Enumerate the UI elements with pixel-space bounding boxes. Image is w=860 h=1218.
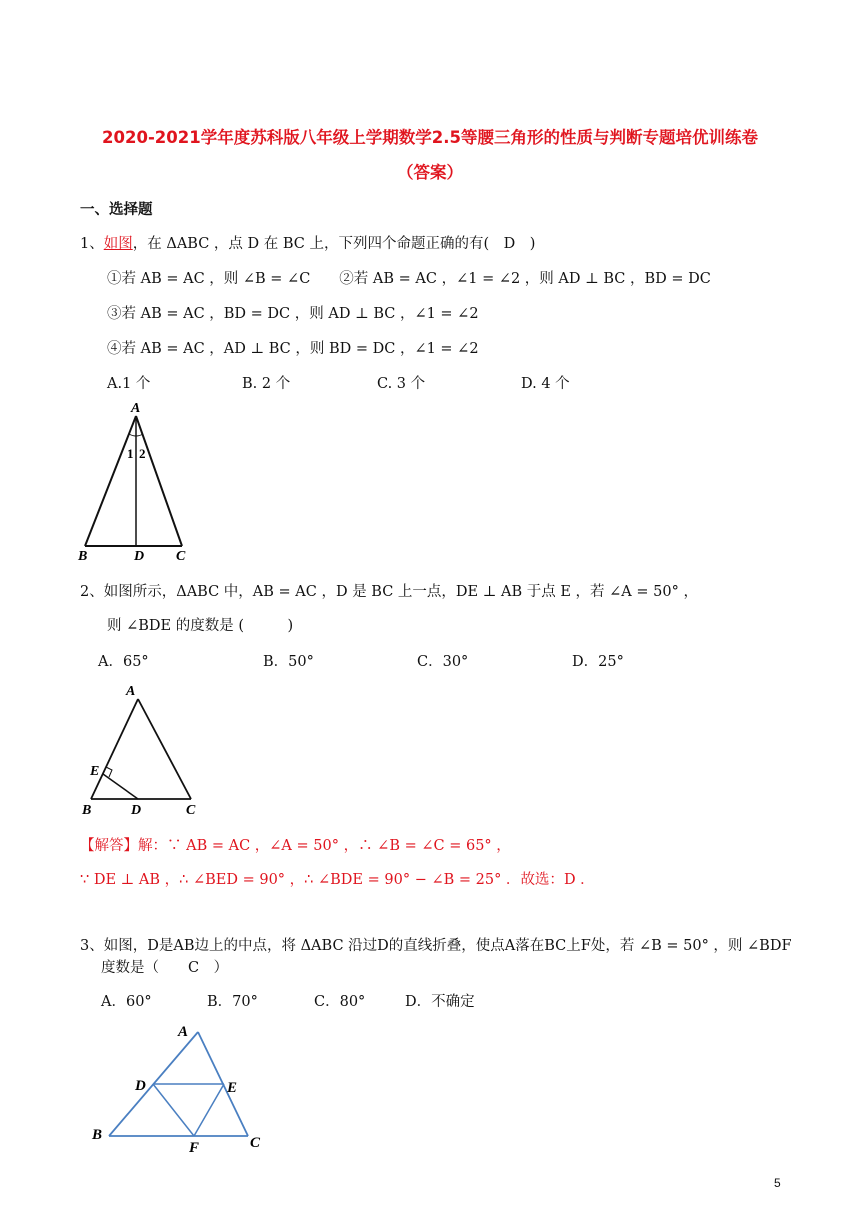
fig2-label-a: A xyxy=(126,684,136,699)
question-2-option-c: C．30° xyxy=(417,654,469,670)
fig3-label-f: F xyxy=(189,1140,200,1156)
answer-prefix: 解： xyxy=(138,838,167,854)
question-1-option-c: C. 3 个 xyxy=(377,376,426,392)
answer-choice: D ． xyxy=(563,872,595,888)
question-1-link[interactable]: 如图 xyxy=(103,236,133,252)
answer-choice-prefix: 故选： xyxy=(520,872,564,888)
fig3-segment-df xyxy=(153,1084,194,1136)
question-3-stem: 3、如图，D是AB边上的中点，将 ΔABC 沿过D的直线折叠，使点A落在BC上F处，若 ∠B = 50° ，则 ∠BDF xyxy=(80,938,792,954)
question-3-option-a: A．60° xyxy=(101,994,152,1010)
fig1-label-b: B xyxy=(78,549,88,564)
question-3-option-c: C．80° xyxy=(314,994,366,1010)
answer-line-2-text: ∵ DE ⊥ AB ，∴ ∠BED = 90° ，∴ ∠BDE = 90° − ∠B = 25° ． xyxy=(80,872,521,888)
fig1-label-a: A xyxy=(131,401,141,416)
fig1-label-angle-2: 2 xyxy=(139,446,146,461)
fig1-label-d: D xyxy=(134,549,145,564)
question-1-statement-3: ③若 AB = AC ，BD = DC ，则 AD ⊥ BC ，∠1 = ∠2 xyxy=(107,306,479,322)
question-2-figure xyxy=(76,680,206,820)
section-heading: 一、选择题 xyxy=(80,202,153,218)
fig3-label-e: E xyxy=(227,1080,238,1096)
fig3-label-b: B xyxy=(92,1127,103,1143)
fig1-side-ab xyxy=(85,416,136,546)
fig2-right-angle-mark xyxy=(106,767,112,777)
question-1-option-a: A.1 个 xyxy=(107,376,151,392)
question-3-figure xyxy=(88,1018,268,1158)
question-3-option-d: D．不确定 xyxy=(405,994,475,1010)
question-2-answer-line-1 xyxy=(80,834,511,855)
question-1-number: 1、 xyxy=(80,236,104,252)
page-number: 5 xyxy=(774,1176,781,1190)
question-3-stem-continued: 度数是（ C ） xyxy=(101,960,229,976)
fig3-label-a: A xyxy=(178,1024,189,1040)
question-1-statement-4: ④若 AB = AC ，AD ⊥ BC ，则 BD = DC ，∠1 = ∠2 xyxy=(107,341,479,357)
fig2-side-ac xyxy=(138,699,191,799)
question-2-option-b: B．50° xyxy=(263,654,314,670)
question-2-stem-continued: 则 ∠BDE 的度数是 ( ) xyxy=(107,618,294,634)
fig1-label-c: C xyxy=(176,549,186,564)
fig1-label-angle-1: 1 xyxy=(127,446,134,461)
answer-label: 【解答】 xyxy=(80,838,138,854)
fig1-side-ac xyxy=(136,416,182,546)
document-title: 2020-2021学年度苏科版八年级上学期数学2.5等腰三角形的性质与判断专题培优训练卷 xyxy=(102,128,758,147)
answer-line-1-text: ∵ AB = AC ，∠A = 50° ，∴ ∠B = ∠C = 65° ， xyxy=(167,838,511,854)
fig2-label-e: E xyxy=(90,764,100,779)
question-1-text: ，在 ΔABC ，点 D 在 BC 上，下列四个命题正确的有( D ) xyxy=(132,236,536,252)
question-2-option-a: A．65° xyxy=(98,654,149,670)
fig2-label-d: D xyxy=(131,803,142,818)
question-2-stem: 2、如图所示，ΔABC 中，AB = AC ，D 是 BC 上一点，DE ⊥ AB 于点 E ，若 ∠A = 50° ， xyxy=(80,584,698,600)
question-2-answer-line-2 xyxy=(80,868,595,889)
fig3-segment-ef xyxy=(194,1084,224,1136)
fig2-label-b: B xyxy=(82,803,92,818)
document-subtitle: （答案） xyxy=(397,163,463,182)
fig2-segment-de xyxy=(103,774,138,799)
question-1-option-d: D. 4 个 xyxy=(521,376,570,392)
question-3-option-b: B．70° xyxy=(207,994,258,1010)
question-2-option-d: D．25° xyxy=(572,654,624,670)
fig2-label-c: C xyxy=(186,803,196,818)
question-1-stem xyxy=(80,232,535,253)
question-1-figure xyxy=(70,400,200,565)
fig2-side-ab xyxy=(91,699,138,799)
fig3-label-c: C xyxy=(250,1135,261,1151)
fig3-label-d: D xyxy=(135,1078,146,1094)
question-1-option-b: B. 2 个 xyxy=(242,376,291,392)
question-1-statement-1-2: ①若 AB = AC ，则 ∠B = ∠C ②若 AB = AC ，∠1 = ∠2 ，则 AD ⊥ BC ，BD = DC xyxy=(107,271,711,287)
